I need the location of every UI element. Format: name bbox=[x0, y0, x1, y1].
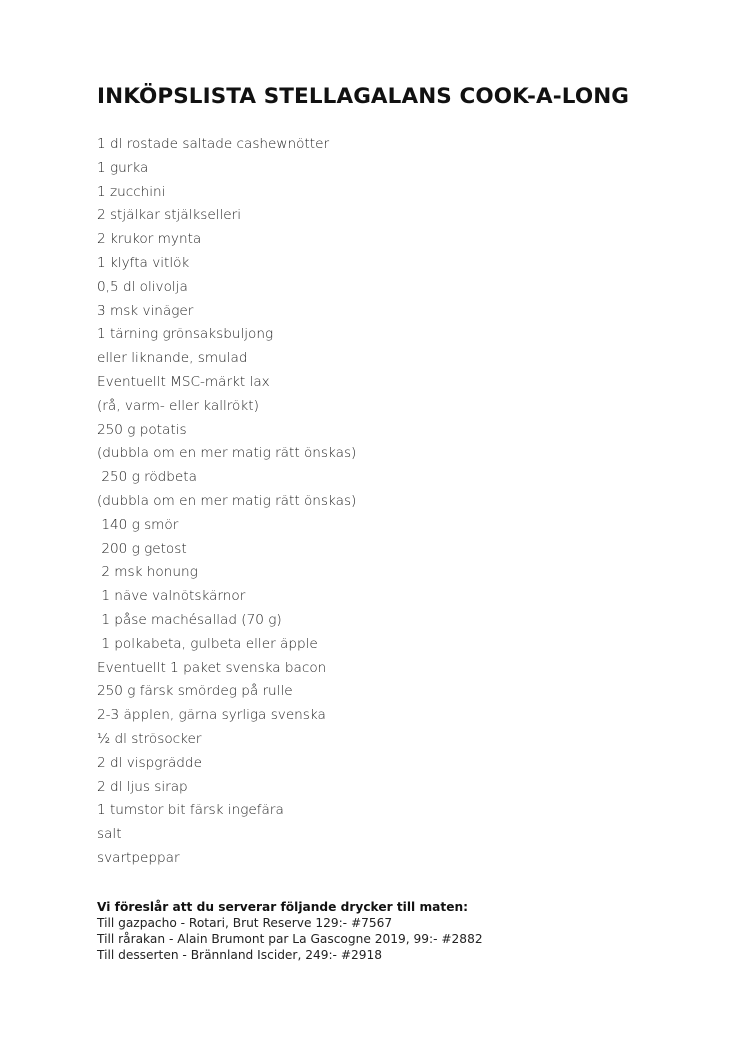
list-item: 1 näve valnötskärnor bbox=[97, 588, 246, 605]
list-item: 1 tumstor bit färsk ingefära bbox=[97, 802, 284, 819]
list-item: ½ dl strösocker bbox=[97, 730, 202, 747]
list-item: 2 msk honung bbox=[97, 564, 198, 581]
drinks-section bbox=[97, 899, 483, 963]
list-item: 250 g färsk smördeg på rulle bbox=[97, 683, 293, 700]
list-item: 250 g potatis bbox=[97, 421, 187, 438]
drink-item: Till gazpacho - Rotari, Brut Reserve 129:- #7567 bbox=[97, 916, 393, 930]
list-item: 2 dl vispgrädde bbox=[97, 754, 202, 771]
list-item: svartpeppar bbox=[97, 849, 180, 866]
list-item: 2-3 äpplen, gärna syrliga svenska bbox=[97, 707, 326, 724]
list-item: 1 gurka bbox=[97, 159, 149, 176]
list-item: 2 dl ljus sirap bbox=[97, 778, 188, 795]
ingredient-list bbox=[97, 133, 356, 871]
list-item: 2 krukor mynta bbox=[97, 231, 202, 248]
drinks-list bbox=[97, 915, 483, 963]
list-item: 140 g smör bbox=[97, 516, 179, 533]
list-item: (dubbla om en mer matig rätt önskas) bbox=[97, 445, 357, 462]
list-item: 1 påse machésallad (70 g) bbox=[97, 611, 282, 628]
drink-item: Till desserten - Brännland Iscider, 249:- #2918 bbox=[97, 948, 383, 962]
list-item: eller liknande, smulad bbox=[97, 350, 248, 367]
list-item: Eventuellt 1 paket svenska bacon bbox=[97, 659, 327, 676]
list-item: 1 tärning grönsaksbuljong bbox=[97, 326, 274, 343]
list-item: 200 g getost bbox=[97, 540, 187, 557]
list-item: (dubbla om en mer matig rätt önskas) bbox=[97, 492, 357, 509]
drink-item: Till rårakan - Alain Brumont par La Gascogne 2019, 99:- #2882 bbox=[97, 932, 483, 946]
list-item: (rå, varm- eller kallrökt) bbox=[97, 397, 259, 414]
list-item: 1 zucchini bbox=[97, 183, 166, 200]
list-item: 1 dl rostade saltade cashewnötter bbox=[97, 136, 330, 152]
list-item: 250 g rödbeta bbox=[97, 469, 197, 486]
list-item: salt bbox=[97, 826, 122, 843]
list-item: 3 msk vinäger bbox=[97, 302, 194, 319]
list-item: 2 stjälkar stjälkselleri bbox=[97, 207, 242, 224]
list-item: Eventuellt MSC-märkt lax bbox=[97, 373, 270, 390]
list-item: 1 polkabeta, gulbeta eller äpple bbox=[97, 635, 318, 652]
drinks-heading: Vi föreslår att du serverar följande drycker till maten: bbox=[97, 900, 469, 914]
page-title: INKÖPSLISTA STELLAGALANS COOK-A-LONG bbox=[97, 84, 630, 109]
list-item: 0,5 dl olivolja bbox=[97, 278, 188, 295]
list-item: 1 klyfta vitlök bbox=[97, 254, 190, 271]
